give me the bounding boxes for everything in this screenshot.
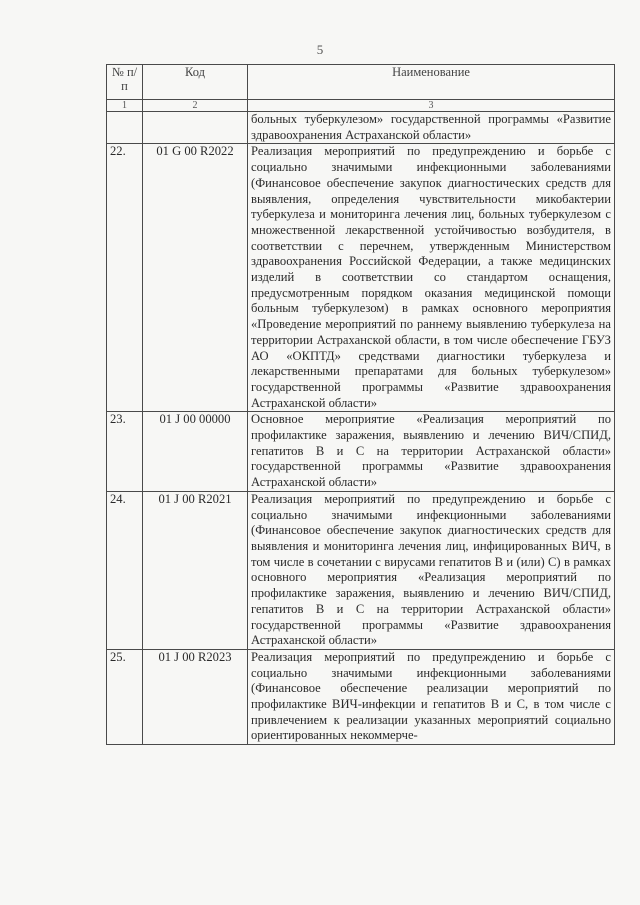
row-name: Основное мероприятие «Реализация мероприятий по профилактике заражения, выявлению и лечению ВИЧ/СПИД, гепатитов B и C на территории Астраханской области» государственной программы «Развитие здравоохранения Астраханской области» [248, 412, 615, 492]
table-row [107, 491, 615, 649]
row-number: 22. [107, 144, 143, 412]
row-name: Реализация мероприятий по предупреждению и борьбе с социально значимыми инфекционными заболеваниями (Финансовое обеспечение реализации мероприятий по профилактике ВИЧ-инфекции и гепатитов B и C, в том числе с привлечением к реализации указанных мероприятий социально ориентированных некоммерче- [248, 649, 615, 744]
row-number [107, 112, 143, 144]
row-name: Реализация мероприятий по предупреждению и борьбе с социально значимыми инфекционными заболеваниями (Финансовое обеспечение закупок диагностических средств для выявления, определения чувствительности микобактерии туберкулеза и мониторинга лечения лиц, больных туберкулезом с множественной лекарственной устойчивостью возбудителя, в соответствии с перечнем, утвержденным Министерством здравоохранения Российской Федерации, а также медицинских изделий в соответствии со стандартом оснащения, предусмотренным порядком оказания медицинской помощи больным туберкулезом) в рамках основного мероприятия «Проведение мероприятий по раннему выявлению туберкулеза на территории Астраханской области, в том числе обеспечение ГБУЗ АО «ОКПТД» средствами диагностики туберкулеза и лекарственными препаратами для больных туберкулезом» государственной программы «Развитие здравоохранения Астраханской области» [248, 144, 615, 412]
column-index-row [107, 100, 615, 112]
row-name: Реализация мероприятий по предупреждению и борьбе с социально значимыми инфекционными заболеваниями (Финансовое обеспечение закупок диагностических средств для выявления и мониторинга лечения лиц, инфицированных ВИЧ, в том числе в сочетании с вирусами гепатитов B и (или) C) в рамках основного мероприятия «Реализация мероприятий по профилактике заражения, выявлению и лечению ВИЧ/СПИД, гепатитов B и C на территории Астраханской области» государственной программы «Развитие здравоохранения Астраханской области» [248, 491, 615, 649]
table-row [107, 412, 615, 492]
column-index: 3 [248, 100, 615, 112]
column-index: 2 [143, 100, 248, 112]
row-number: 23. [107, 412, 143, 492]
table-row [107, 649, 615, 744]
row-name: больных туберкулезом» государственной программы «Развитие здравоохранения Астраханской области» [248, 112, 615, 144]
row-code: 01 G 00 R2022 [143, 144, 248, 412]
codes-table [106, 64, 615, 745]
row-code [143, 112, 248, 144]
row-number: 24. [107, 491, 143, 649]
page-number: 5 [316, 42, 324, 57]
table-row [107, 144, 615, 412]
header-code: Код [143, 65, 248, 100]
row-code: 01 J 00 00000 [143, 412, 248, 492]
row-code: 01 J 00 R2021 [143, 491, 248, 649]
table-header-row [107, 65, 615, 100]
header-number: № п/п [107, 65, 143, 100]
table-row [107, 112, 615, 144]
header-name: Наименование [248, 65, 615, 100]
row-number: 25. [107, 649, 143, 744]
row-code: 01 J 00 R2023 [143, 649, 248, 744]
column-index: 1 [107, 100, 143, 112]
